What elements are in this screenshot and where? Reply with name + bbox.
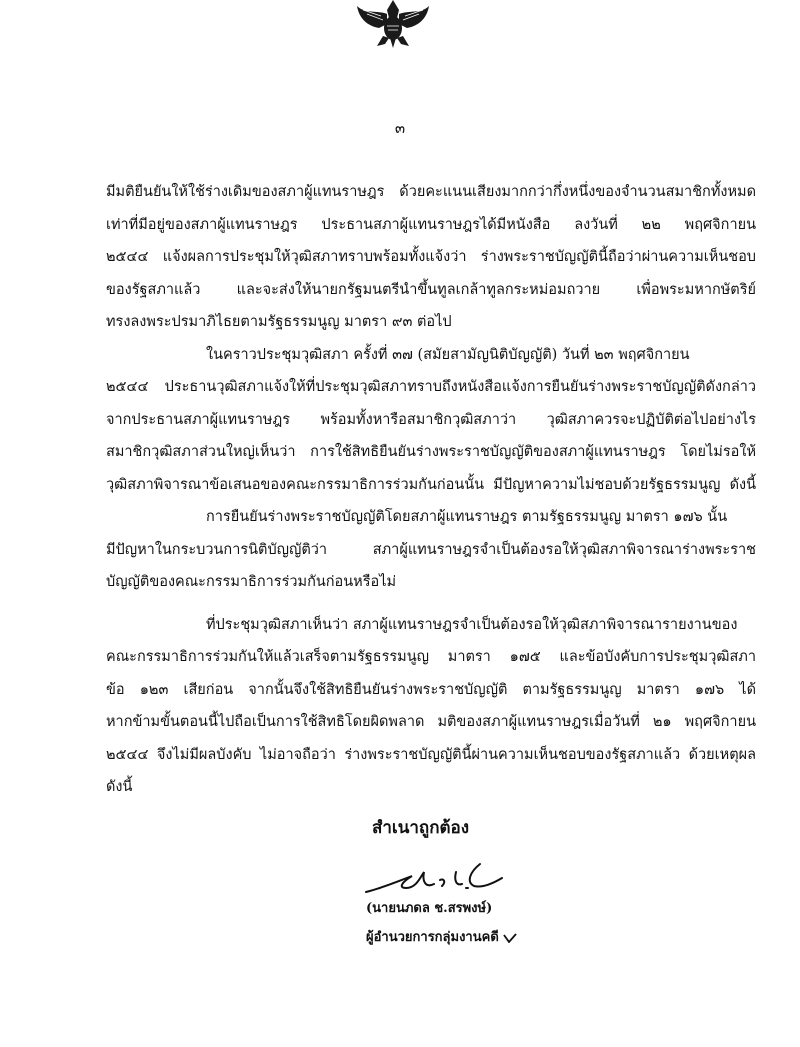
text-line: ๒๕๔๔ แจ้งผลการประชุมให้วุฒิสภาทราบพร้อมทั้งแจ้งว่า ร่างพระราชบัญญัตินี้ถือว่าผ่านความเห็นชอบ — [106, 249, 756, 265]
signer-title-text: ผู้อำนวยการกลุ่มงานคดี — [366, 930, 499, 945]
page-number: ๓ — [394, 119, 406, 137]
text-line: การยืนยันร่างพระราชบัญญัติโดยสภาผู้แทนราษฎร ตามรัฐธรรมนูญ มาตรา ๑๗๖ นั้น — [206, 509, 728, 525]
text-line: ในคราวประชุมวุฒิสภา ครั้งที่ ๓๗ (สมัยสามัญนิติบัญญัติ) วันที่ ๒๓ พฤศจิกายน — [206, 346, 690, 363]
text-line: ข้อ ๑๒๓ เสียก่อน จากนั้นจึงใช้สิทธิยืนยันร่างพระราชบัญญัติ ตามรัฐธรรมนูญ มาตรา ๑๗๖ ได้ — [106, 681, 756, 698]
checkmark-icon — [503, 933, 517, 943]
text-line: ดังนี้ — [106, 779, 133, 795]
text-line: บัญญัติของคณะกรรมาธิการร่วมกันก่อนหรือไม่ — [106, 574, 397, 590]
text-line: สมาชิกวุฒิสภาส่วนใหญ่เห็นว่า การใช้สิทธิยืนยันร่างพระราชบัญญัติของสภาผู้แทนราษฎร โดยไม่รอให้ — [106, 444, 756, 460]
text-line: จากประธานสภาผู้แทนราษฎร พร้อมทั้งหารือสมาชิกวุฒิสภาว่า วุฒิสภาควรจะปฏิบัติต่อไปอย่างไร — [106, 411, 756, 428]
signer-name: (นายนภดล ช.สรพงษ์) — [366, 901, 493, 916]
handwritten-signature — [362, 858, 522, 898]
text-line: วุฒิสภาพิจารณาข้อเสนอของคณะกรรมาธิการร่วมกันก่อนนั้น มีปัญหาความไม่ชอบด้วยรัฐธรรมนูญ ดังนี้ — [106, 476, 756, 493]
text-line: ๒๕๔๔ จึงไม่มีผลบังคับ ไม่อาจถือว่า ร่างพระราชบัญญัตินี้ผ่านความเห็นชอบของรัฐสภาแล้ว ด้วยเหตุผล — [106, 746, 756, 763]
text-line: ทรงลงพระปรมาภิไธยตามรัฐธรรมนูญ มาตรา ๙๓ ต่อไป — [106, 314, 452, 330]
text-line: มีมติยืนยันให้ใช้ร่างเดิมของสภาผู้แทนราษฎร ด้วยคะแนนเสียงมากกว่ากึ่งหนึ่งของจำนวนสมาชิกทั้งหมด — [106, 184, 756, 200]
text-line: ของรัฐสภาแล้ว และจะส่งให้นายกรัฐมนตรีนำขึ้นทูลเกล้าทูลกระหม่อมถวาย เพื่อพระมหากษัตริย์ — [106, 281, 756, 298]
garuda-emblem-icon — [353, 0, 433, 48]
text-line: ที่ประชุมวุฒิสภาเห็นว่า สภาผู้แทนราษฎรจำเป็นต้องรอให้วุฒิสภาพิจารณารายงานของ — [206, 616, 738, 633]
text-line: มีปัญหาในกระบวนการนิติบัญญัติว่า สภาผู้แทนราษฎรจำเป็นต้องรอให้วุฒิสภาพิจารณาร่างพระราช — [106, 541, 756, 558]
text-line: คณะกรรมาธิการร่วมกันให้แล้วเสร็จตามรัฐธรรมนูญ มาตรา ๑๗๕ และข้อบังคับการประชุมวุฒิสภา — [106, 649, 756, 665]
text-line: ๒๕๔๔ ประธานวุฒิสภาแจ้งให้ที่ประชุมวุฒิสภาทราบถึงหนังสือแจ้งการยืนยันร่างพระราชบัญญัติดังกล่าว — [106, 379, 756, 395]
text-line: หากข้ามขั้นตอนนี้ไปถือเป็นการใช้สิทธิโดยผิดพลาด มติของสภาผู้แทนราษฎรเมื่อวันที่ ๒๑ พฤศจิกายน — [106, 714, 756, 730]
signer-title — [366, 926, 517, 947]
text-line: เท่าที่มีอยู่ของสภาผู้แทนราษฎร ประธานสภาผู้แทนราษฎรได้มีหนังสือ ลงวันที่ ๒๒ พฤศจิกายน — [106, 216, 756, 233]
document-body — [106, 176, 756, 804]
certified-copy-stamp: สำเนาถูกต้อง — [372, 818, 470, 838]
